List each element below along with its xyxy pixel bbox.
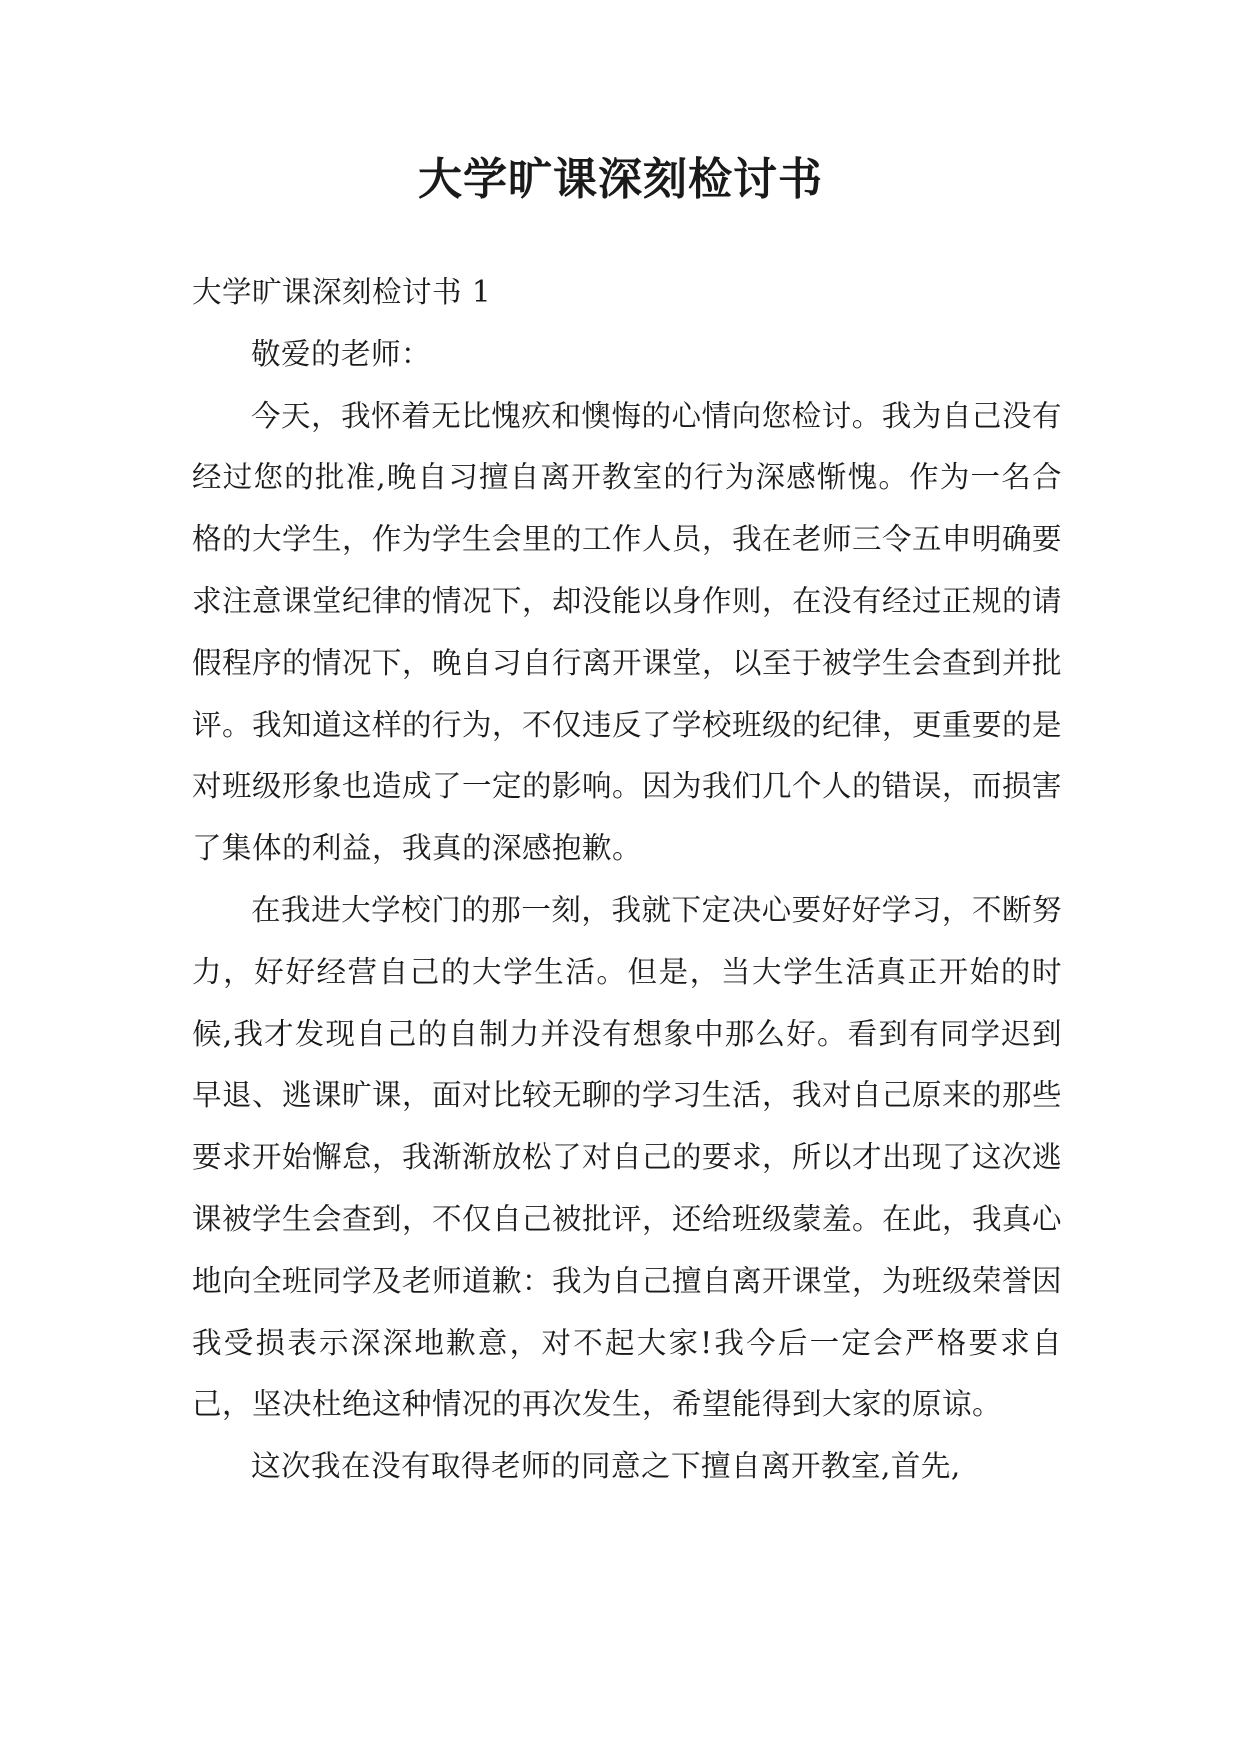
body-paragraph: 这次我在没有取得老师的同意之下擅自离开教室,首先,: [251, 1449, 961, 1484]
body-paragraph: 今天，我怀着无比愧疚和懊悔的心情向您检讨。我为自己没有经过您的批准,晚自习擅自离开教室的行为深感惭愧。作为一名合格的大学生，作为学生会里的工作人员，我在老师三令五申明确要求注意课堂纪律的情况下，却没能以身作则，在没有经过正规的请假程序的情况下，晚自习自行离开课堂，以至于被学生会查到并批评。我知道这样的行为，不仅违反了学校班级的纪律，更重要的是对班级形象也造成了一定的影响。因为我们几个人的错误，而损害了集体的利益，我真的深感抱歉。: [192, 398, 1063, 866]
body-paragraph: 在我进大学校门的那一刻，我就下定决心要好好学习，不断努力，好好经营自己的大学生活。但是，当大学生活真正开始的时候,我才发现自己的自制力并没有想象中那么好。看到有同学迟到早退、逃课旷课，面对比较无聊的学习生活，我对自己原来的那些要求开始懈怠，我渐渐放松了对自己的要求，所以才出现了这次逃课被学生会查到，不仅自己被批评，还给班级蒙羞。在此，我真心地向全班同学及老师道歉：我为自己擅自离开课堂，为班级荣誉因我受损表示深深地歉意，对不起大家!我今后一定会严格要求自己，坚决杜绝这种情况的再次发生，希望能得到大家的原谅。: [192, 892, 1063, 1422]
document-title: 大学旷课深刻检讨书: [418, 154, 823, 205]
salutation: 敬爱的老师：: [251, 336, 432, 371]
section-heading: 大学旷课深刻检讨书 1: [192, 275, 492, 309]
document-body: [192, 262, 1062, 1498]
